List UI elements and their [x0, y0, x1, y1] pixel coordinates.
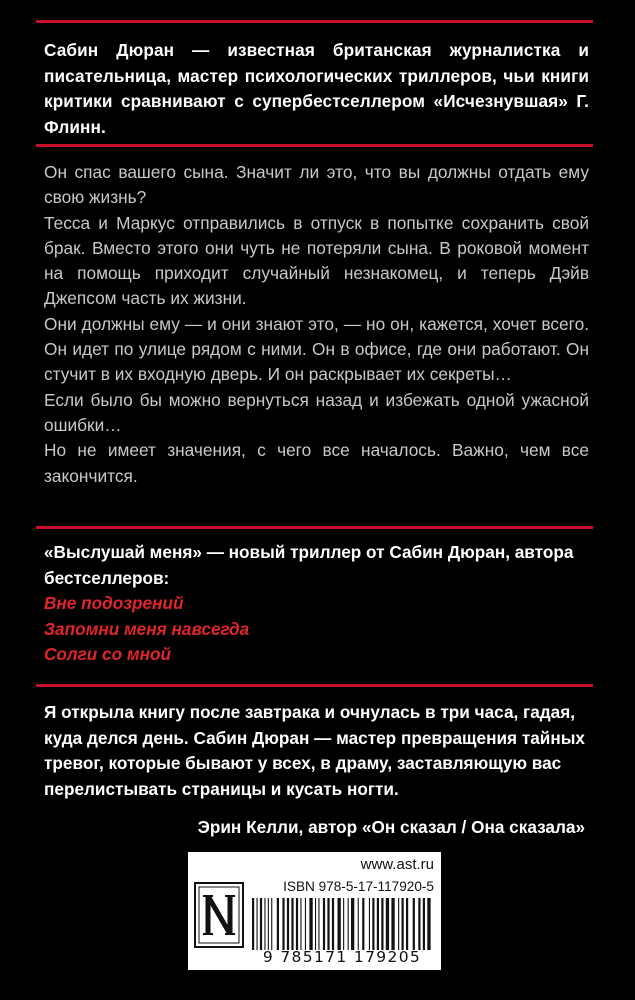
- barcode-panel: [188, 852, 441, 970]
- divider-1: [36, 144, 593, 147]
- barcode-bar: [327, 898, 329, 950]
- barcode-bar: [260, 898, 262, 950]
- barcode-bar: [305, 898, 306, 950]
- barcode-bar: [381, 898, 383, 950]
- barcode-bar: [291, 898, 293, 950]
- barcode-bar: [318, 898, 319, 950]
- barcode-bar: [252, 898, 254, 950]
- barcode-bar: [423, 898, 425, 950]
- barcode-bar: [369, 898, 370, 950]
- barcode-bar: [377, 898, 379, 950]
- barcode-bar: [277, 898, 279, 950]
- barcode-bar: [418, 898, 420, 950]
- barcode-bar: [264, 898, 265, 950]
- barcode-bar: [309, 898, 312, 950]
- divider-3: [36, 684, 593, 687]
- barcode-graphic: [250, 898, 434, 950]
- publisher-website: www.ast.ru: [360, 856, 434, 873]
- barcode-bar: [358, 898, 359, 950]
- other-books-promo: [44, 540, 589, 668]
- blurb-paragraph: Если было бы можно вернуться назад и избежать одной ужасной ошибки…: [44, 389, 589, 435]
- book-blurb: [44, 160, 589, 489]
- barcode-bar: [348, 898, 349, 950]
- barcode-bar: [398, 898, 399, 950]
- barcode-bar: [338, 898, 341, 950]
- review-block: [44, 700, 589, 841]
- barcode-bar: [282, 898, 284, 950]
- barcode-bar: [268, 898, 269, 950]
- barcode-bar: [386, 898, 389, 950]
- barcode-bar: [406, 898, 408, 950]
- book-title: Запомни меня навсегда: [44, 618, 250, 639]
- author-bio: Сабин Дюран — известная британская журналистка и писательница, мастер психологических триллеров, чьи книги критики сравнивают с супербестселлером «Исчезнувшая» Г. Флинн.: [44, 40, 589, 137]
- blurb-paragraph: Он спас вашего сына. Значит ли это, что вы должны отдать ему свою жизнь?: [44, 162, 589, 208]
- barcode-bar: [372, 898, 374, 950]
- barcode-bar: [332, 898, 334, 950]
- barcode-bar: [413, 898, 415, 950]
- barcode-bar: [271, 898, 272, 950]
- barcode-bar: [257, 898, 258, 950]
- barcode-bar: [343, 898, 344, 950]
- barcode-bar: [351, 898, 354, 950]
- publisher-logo: [194, 882, 244, 948]
- barcode-digits: 9 785171 179205: [262, 948, 422, 966]
- book-title: Солги со мной: [44, 644, 171, 664]
- barcode-bar: [427, 898, 430, 950]
- book-title: Вне подозрений: [44, 593, 184, 613]
- review-attribution: Эрин Келли, автор «Он сказал / Она сказала»: [197, 817, 585, 837]
- promo-intro: «Выслушай меня» — новый триллер от Сабин Дюран, автора бестселлеров:: [44, 542, 574, 588]
- barcode-bar: [323, 898, 325, 950]
- barcode-bar: [362, 898, 364, 950]
- barcode-bar: [402, 898, 404, 950]
- barcode-bar: [300, 898, 301, 950]
- isbn-text: ISBN 978-5-17-117920-5: [283, 879, 434, 894]
- review-quote: Я открыла книгу после завтрака и очнулась в три часа, гадая, куда делся день. Сабин Дюран — мастер превращения тайных тревог, которые бывают у всех, в драму, заставляющую вас перелистывать страницы и кусать ногти.: [44, 702, 585, 799]
- blurb-paragraph: Но не имеет значения, с чего все началось. Важно, чем все закончится.: [44, 440, 589, 486]
- barcode-bar: [287, 898, 289, 950]
- barcode-bar: [315, 898, 316, 950]
- divider-2: [36, 526, 593, 529]
- blurb-paragraph: Тесса и Маркус отправились в отпуск в попытке сохранить свой брак. Вместо этого они чуть не потеряли сына. В роковой момент на помощь приходит случайный незнакомец, и теперь Дэйв Джепсом часть их жизни.: [44, 212, 589, 309]
- barcode-bar: [296, 898, 298, 950]
- divider-top: [36, 20, 593, 23]
- book-title-list: [44, 591, 589, 668]
- blurb-paragraph: Они должны ему — и они знают это, — но он, кажется, хочет всего. Он идет по улице рядом с ними. Он в офисе, где они работают. Он стучит в их входную дверь. И он раскрывает их секреты…: [44, 313, 589, 385]
- barcode-bar: [391, 898, 394, 950]
